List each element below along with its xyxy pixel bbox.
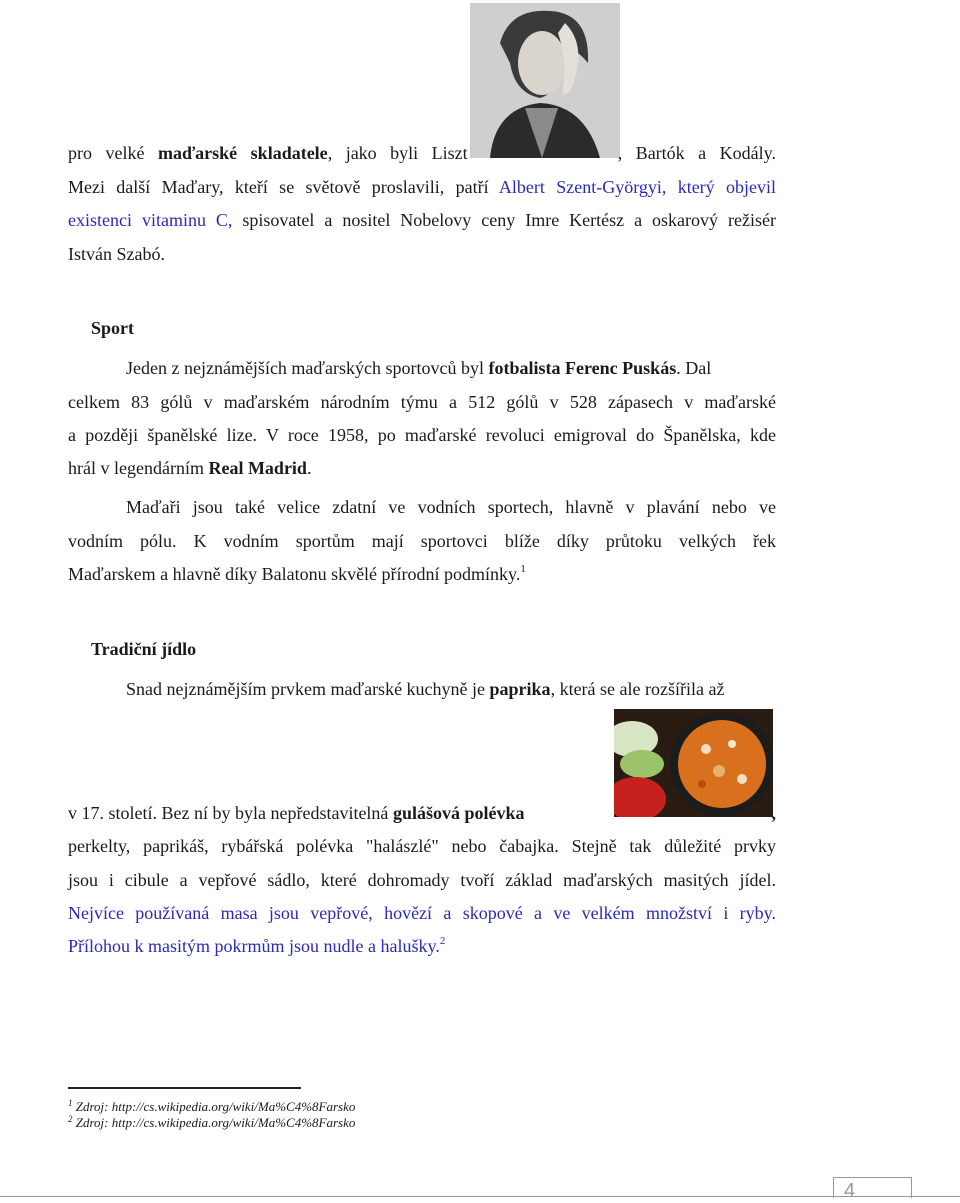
footnote-1: $^1$ Zdroj: http://cs.wikipedia.org/wiki/Ma%C4%8Farsko — [68, 1098, 356, 1114]
sport-line5: Maďaři jsou také velice zdatní ve vodních sportech, hlavně v plavání nebo ve — [126, 497, 776, 517]
sport-heading: Sport — [91, 318, 135, 338]
para1-line2: Mezi další Maďary, kteří se světově proslavili, patří Albert Szent-Györgyi, který objevil — [68, 177, 776, 197]
liszt-portrait-image — [470, 3, 620, 158]
food-line2: v 17. století. Bez ní by byla nepředstavitelná gulášová polévka , — [68, 803, 776, 823]
sport-line6: vodním pólu. K vodním sportům mají sportovci blíže díky průtoku velkých řek — [68, 531, 776, 551]
food-line3: perkelty, paprikáš, rybářská polévka "halászlé" nebo čabajka. Stejně tak důležité prvky — [68, 836, 776, 856]
sport-line4: hrál v legendárním Real Madrid. — [68, 458, 312, 478]
para1-line1: pro velké maďarské skladatele, jako byli Liszt , Bartók a Kodály. — [68, 143, 776, 163]
footnote-ref-1: 1 — [520, 563, 526, 575]
para1-line3: existenci vitaminu C, spisovatel a nositel Nobelovy ceny Imre Kertész a oskarový režisér — [68, 210, 776, 230]
food-line6: Přílohou k masitým pokrmům jsou nudle a halušky.$^2$ — [68, 935, 446, 956]
sport-line1: Jeden z nejznámějších maďarských sportovců byl fotbalista Ferenc Puskás. Dal — [126, 358, 712, 378]
food-heading: Tradiční jídlo — [91, 639, 197, 659]
para1-line4: István Szabó. — [68, 244, 165, 264]
page-number: 4 — [844, 1180, 856, 1202]
goulash-soup-image — [614, 709, 773, 817]
sport-line2: celkem 83 gólů v maďarském národním týmu a 512 gólů v 528 zápasech v maďarské — [68, 392, 776, 412]
page-footer-rule — [0, 1196, 960, 1197]
footnote-ref-2: 2 — [439, 935, 446, 947]
footnote-separator — [68, 1087, 301, 1089]
sport-line7: Maďarskem a hlavně díky Balatonu skvělé přírodní podmínky.$^1$ — [68, 563, 526, 584]
food-line5: Nejvíce používaná masa jsou vepřové, hovězí a skopové a ve velkém množství i ryby. — [68, 903, 776, 923]
food-line4: jsou i cibule a vepřové sádlo, které dohromady tvoří základ maďarských masitých jídel. — [68, 870, 776, 890]
food-line1: Snad nejznámějším prvkem maďarské kuchyně je paprika, která se ale rozšířila až — [126, 679, 725, 699]
sport-line3: a později španělské lize. V roce 1958, po maďarské revoluci emigroval do Španělska, kde — [68, 425, 776, 445]
footnote-2: $^2$ Zdroj: http://cs.wikipedia.org/wiki/Ma%C4%8Farsko — [68, 1114, 356, 1130]
